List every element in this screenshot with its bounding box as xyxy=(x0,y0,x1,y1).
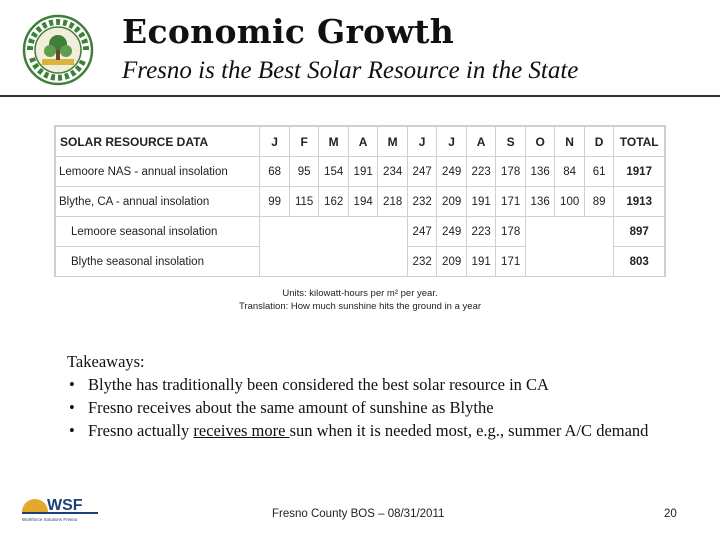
table-cell: 154 xyxy=(319,157,349,187)
table-row-seasonal xyxy=(56,247,665,277)
table-cell: 84 xyxy=(555,157,585,187)
bullet-marker: • xyxy=(69,398,75,417)
table-cell: 209 xyxy=(437,247,467,277)
header-divider xyxy=(0,95,720,97)
table-header-row xyxy=(56,127,665,157)
wsf-logo-text: WSF xyxy=(47,497,83,514)
table-cell: 178 xyxy=(496,217,526,247)
table-cell: 115 xyxy=(289,187,319,217)
page-number: 20 xyxy=(664,508,677,520)
column-header: A xyxy=(466,127,496,157)
table-cell: 218 xyxy=(378,187,408,217)
row-label: Blythe, CA - annual insolation xyxy=(56,187,260,217)
table-cell: 68 xyxy=(260,157,290,187)
solar-resource-table xyxy=(54,125,666,277)
empty-cells xyxy=(260,217,408,247)
takeaway-bullet xyxy=(67,396,687,419)
slide-title: Economic Growth xyxy=(122,12,455,51)
table-cell: 191 xyxy=(466,247,496,277)
table-cell: 99 xyxy=(260,187,290,217)
table-cell: 136 xyxy=(525,157,555,187)
table-row-seasonal xyxy=(56,217,665,247)
wsf-logo-tagline: Workforce Solutions Fresno xyxy=(22,517,78,522)
empty-cells xyxy=(260,247,408,277)
column-header: TOTAL xyxy=(614,127,665,157)
empty-cells xyxy=(525,217,614,247)
table-cell: 232 xyxy=(407,247,437,277)
column-header: D xyxy=(584,127,614,157)
table-cell: 223 xyxy=(466,217,496,247)
column-header: M xyxy=(319,127,349,157)
table-cell: 95 xyxy=(289,157,319,187)
bullet-text-part: Fresno actually xyxy=(88,421,194,440)
table-row xyxy=(56,187,665,217)
column-header: J xyxy=(437,127,467,157)
bullet-marker: • xyxy=(69,375,75,394)
takeaways-title: Takeaways: xyxy=(67,352,145,371)
column-header: O xyxy=(525,127,555,157)
column-header: A xyxy=(348,127,378,157)
table-cell: 178 xyxy=(496,157,526,187)
row-total: 897 xyxy=(614,217,665,247)
table-cell: 171 xyxy=(496,247,526,277)
table-cell: 136 xyxy=(525,187,555,217)
takeaway-bullet xyxy=(67,373,687,396)
table-cell: 162 xyxy=(319,187,349,217)
table-cell: 247 xyxy=(407,157,437,187)
table-cell: 223 xyxy=(466,157,496,187)
takeaways-section xyxy=(67,350,687,442)
wsf-logo xyxy=(20,490,100,524)
table-cell: 191 xyxy=(466,187,496,217)
row-label: Lemoore seasonal insolation xyxy=(56,217,260,247)
table-cell: 209 xyxy=(437,187,467,217)
table-cell: 61 xyxy=(584,157,614,187)
units-note xyxy=(0,287,720,313)
translation-line: Translation: How much sunshine hits the ground in a year xyxy=(238,301,482,312)
column-header: J xyxy=(260,127,290,157)
slide-header xyxy=(0,0,720,96)
row-label: Lemoore NAS - annual insolation xyxy=(56,157,260,187)
table-cell: 247 xyxy=(407,217,437,247)
table-cell: 194 xyxy=(348,187,378,217)
bullet-marker: • xyxy=(69,421,75,440)
column-header: M xyxy=(378,127,408,157)
row-total: 1913 xyxy=(614,187,665,217)
column-header: S xyxy=(496,127,526,157)
table-cell: 249 xyxy=(437,157,467,187)
row-total: 1917 xyxy=(614,157,665,187)
table-cell: 249 xyxy=(437,217,467,247)
table-cell: 234 xyxy=(378,157,408,187)
bullet-text-part: sun when it is needed most, e.g., summer A/C demand xyxy=(289,421,649,440)
units-line: Units: kilowatt-hours per m² per year. xyxy=(282,288,438,299)
table-row xyxy=(56,157,665,187)
underlined-emphasis: receives more xyxy=(193,421,290,440)
county-seal-logo xyxy=(22,14,94,86)
empty-cells xyxy=(525,247,614,277)
column-header: N xyxy=(555,127,585,157)
table-cell: 171 xyxy=(496,187,526,217)
slide-subtitle: Fresno is the Best Solar Resource in the State xyxy=(122,57,579,84)
table-cell: 232 xyxy=(407,187,437,217)
table-cell: 191 xyxy=(348,157,378,187)
bullet-text: Fresno receives about the same amount of sunshine as Blythe xyxy=(88,398,494,417)
footer-text: Fresno County BOS – 08/31/2011 xyxy=(272,508,445,520)
takeaway-bullet xyxy=(67,419,687,442)
table-cell: 100 xyxy=(555,187,585,217)
bullet-text: Blythe has traditionally been considered the best solar resource in CA xyxy=(88,375,549,394)
column-header: J xyxy=(407,127,437,157)
table-cell: 89 xyxy=(584,187,614,217)
column-header: F xyxy=(289,127,319,157)
row-total: 803 xyxy=(614,247,665,277)
bullet-text xyxy=(88,419,687,442)
column-header: SOLAR RESOURCE DATA xyxy=(56,127,260,157)
row-label: Blythe seasonal insolation xyxy=(56,247,260,277)
